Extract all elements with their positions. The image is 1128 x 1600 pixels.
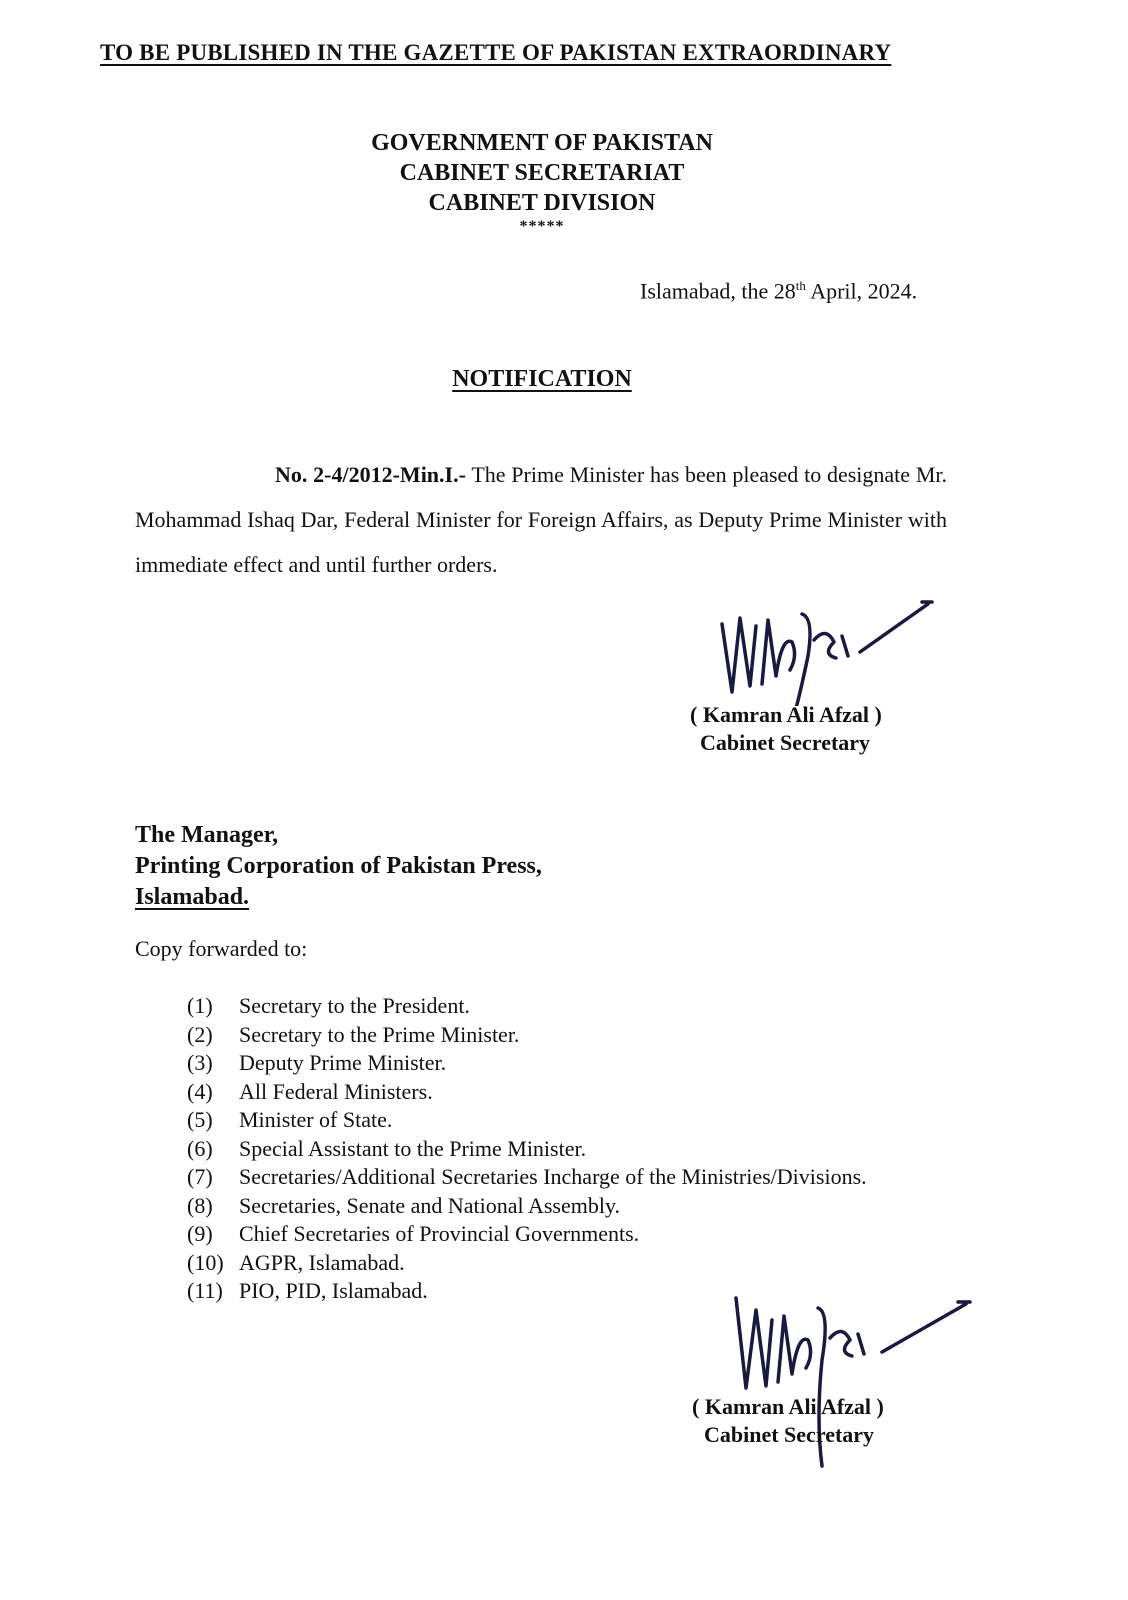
addressee-line-2: Printing Corporation of Pakistan Press, <box>135 853 542 879</box>
signatory-name: ( Kamran Ali Afzal ) <box>692 1394 884 1419</box>
list-item: (8) Secretaries, Senate and National Assembly. <box>187 1192 621 1218</box>
addressee-line-3: Islamabad. <box>135 884 250 910</box>
list-item: (11) PIO, PID, Islamabad. <box>187 1278 428 1303</box>
copy-forwarded-label: Copy forwarded to: <box>135 936 308 961</box>
list-item: (6) Special Assistant to the Prime Minister. <box>187 1135 587 1161</box>
date-rest: April, 2024. <box>805 278 918 304</box>
date-prefix: Islamabad, the 28 <box>640 278 796 304</box>
date-ordinal: th <box>795 278 806 293</box>
list-item: (2) Secretary to the Prime Minister. <box>187 1021 520 1047</box>
separator-stars: ***** <box>519 218 565 235</box>
org-line-government: GOVERNMENT OF PAKISTAN <box>371 130 713 156</box>
list-item: (1) Secretary to the President. <box>187 993 470 1018</box>
issuing-authority <box>0 128 1084 218</box>
list-item: (3) Deputy Prime Minister. <box>187 1050 447 1075</box>
list-item: (5) Minister of State. <box>187 1107 393 1132</box>
signatory-title: Cabinet Secretary <box>700 730 871 755</box>
notification-title: NOTIFICATION <box>452 366 632 392</box>
signatory-title: Cabinet Secretary <box>704 1422 875 1447</box>
signatory-name: ( Kamran Ali Afzal ) <box>690 702 882 727</box>
org-line-division: CABINET DIVISION <box>428 190 656 216</box>
notification-body <box>135 452 947 587</box>
list-item: (4) All Federal Ministers. <box>187 1078 433 1104</box>
notification-text: The Prime Minister has been pleased to designate Mr. Mohammad Ishaq Dar, Federal Minister for Foreign Affairs, as Deputy Prime Minister with immediate effect and until further orders. <box>135 462 947 577</box>
handwritten-signature-2 <box>722 1290 982 1480</box>
copy-forwarded-list <box>187 992 867 1306</box>
handwritten-signature-1 <box>710 596 950 706</box>
addressee-block <box>135 820 542 913</box>
org-line-secretariat: CABINET SECRETARIAT <box>399 160 685 186</box>
list-item: (10) AGPR, Islamabad. <box>187 1249 405 1275</box>
notification-number: No. 2-4/2012-Min.I.- <box>275 462 466 487</box>
addressee-line-1: The Manager, <box>135 822 279 848</box>
gazette-heading: TO BE PUBLISHED IN THE GAZETTE OF PAKISTAN EXTRAORDINARY <box>100 40 892 65</box>
issue-date <box>640 278 917 304</box>
list-item: (7) Secretaries/Additional Secretaries Incharge of the Ministries/Divisions. <box>187 1164 867 1189</box>
list-item: (9) Chief Secretaries of Provincial Governments. <box>187 1221 640 1246</box>
